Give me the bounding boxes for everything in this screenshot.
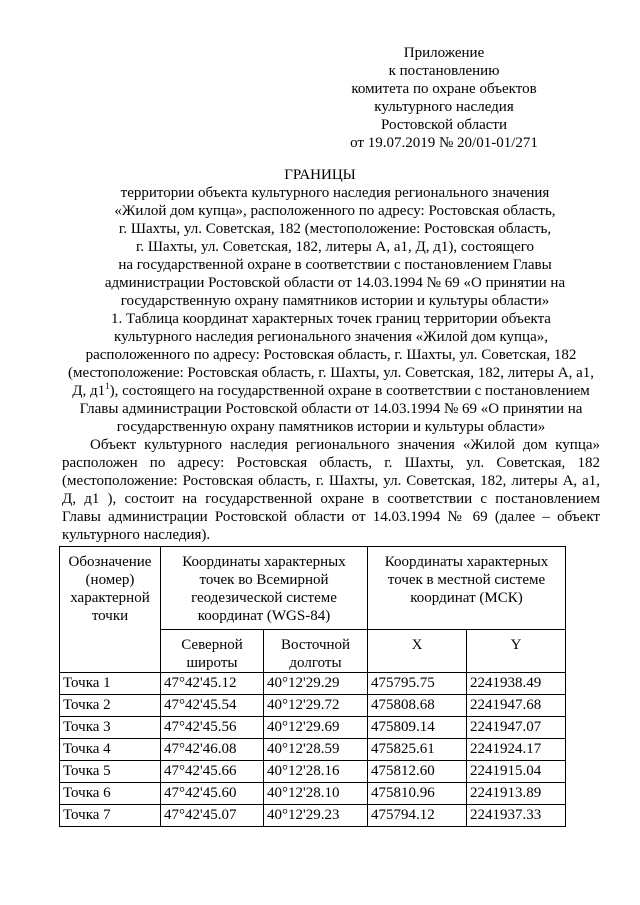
table-row <box>60 761 566 783</box>
point-x: 475812.60 <box>368 761 467 783</box>
point-y: 2241947.68 <box>467 695 566 717</box>
table-row <box>60 717 566 739</box>
caption-line: (местоположение: Ростовская область, г. Шахты, ул. Советская, 182, литеры А, а1, <box>67 365 595 381</box>
point-y: 2241913.89 <box>467 783 566 805</box>
point-longitude: 40°12'28.10 <box>264 783 368 805</box>
subtitle-line: государственную охрану памятников истории и культуры области» <box>120 293 550 309</box>
point-x: 475808.68 <box>368 695 467 717</box>
point-name: Точка 4 <box>60 739 161 761</box>
point-latitude: 47°42'46.08 <box>161 739 264 761</box>
point-name: Точка 6 <box>60 783 161 805</box>
document-title: ГРАНИЦЫ <box>284 167 356 183</box>
point-y: 2241947.07 <box>467 717 566 739</box>
document-subtitle <box>70 184 600 310</box>
point-longitude: 40°12'29.29 <box>264 673 368 695</box>
point-name: Точка 7 <box>60 805 161 827</box>
caption-line: культурного наследия регионального значения «Жилой дом купца», <box>114 329 548 345</box>
caption-line: Главы администрации Ростовской области от 14.03.1994 № 69 «О принятии на <box>79 401 583 417</box>
table-row <box>60 739 566 761</box>
point-longitude: 40°12'29.72 <box>264 695 368 717</box>
point-longitude: 40°12'29.23 <box>264 805 368 827</box>
point-name: Точка 1 <box>60 673 161 695</box>
header-x: X <box>368 630 467 673</box>
table-row <box>60 783 566 805</box>
appendix-line: Приложение <box>403 45 485 61</box>
caption-text: Д, д1 <box>72 383 106 399</box>
table-row <box>60 805 566 827</box>
appendix-line: к постановлению <box>388 63 500 79</box>
table-row <box>60 673 566 695</box>
subtitle-line: администрации Ростовской области от 14.03.1994 № 69 «О принятии на <box>104 275 566 291</box>
header-longitude: Восточной долготы <box>264 630 368 673</box>
subtitle-line: территории объекта культурного наследия регионального значения <box>120 185 550 201</box>
appendix-line: от 19.07.2019 № 20/01-01/271 <box>350 135 538 151</box>
appendix-line: комитета по охране объектов <box>351 81 537 97</box>
point-y: 2241937.33 <box>467 805 566 827</box>
point-x: 475809.14 <box>368 717 467 739</box>
coordinates-table <box>59 546 566 827</box>
header-wgs84: Координаты характерных точек во Всемирной геодезической системе координат (WGS-84) <box>161 547 368 630</box>
caption-line: расположенного по адресу: Ростовская область, г. Шахты, ул. Советская, 182 <box>85 347 577 363</box>
subtitle-line: г. Шахты, ул. Советская, 182 (местоположение: Ростовская область, <box>118 221 552 237</box>
appendix-header <box>314 44 574 152</box>
paragraph-line: Главы администрации Ростовской области от 14.03.1994 № 69 (далее – объект <box>62 509 600 525</box>
paragraph-line: культурного наследия). <box>62 527 211 543</box>
point-latitude: 47°42'45.66 <box>161 761 264 783</box>
point-latitude: 47°42'45.12 <box>161 673 264 695</box>
header-msk: Координаты характерных точек в местной системе координат (МСК) <box>368 547 566 630</box>
point-x: 475794.12 <box>368 805 467 827</box>
caption-line: 1. Таблица координат характерных точек границ территории объекта <box>111 311 551 327</box>
footnote-mark: 1 <box>105 381 110 391</box>
header-y: Y <box>467 630 566 673</box>
table-row <box>60 695 566 717</box>
header-latitude: Северной широты <box>161 630 264 673</box>
paragraph-line: Д, д1 ), состоит на государственной охране в соответствии с постановлением <box>62 491 600 507</box>
subtitle-line: г. Шахты, ул. Советская, 182, литеры А, а1, Д, д1), состоящего <box>135 239 535 255</box>
table-caption-paragraph <box>62 310 600 436</box>
subtitle-line: «Жилой дом купца», расположенного по адресу: Ростовская область, <box>114 203 556 219</box>
paragraph-line: (местоположение: Ростовская область, г. Шахты, ул. Советская, 182, литеры А, а1, <box>62 473 600 489</box>
point-latitude: 47°42'45.56 <box>161 717 264 739</box>
point-x: 475810.96 <box>368 783 467 805</box>
point-y: 2241938.49 <box>467 673 566 695</box>
header-designation: Обозначение (номер) характерной точки <box>60 547 161 673</box>
appendix-line: культурного наследия <box>374 99 514 115</box>
point-latitude: 47°42'45.07 <box>161 805 264 827</box>
point-latitude: 47°42'45.60 <box>161 783 264 805</box>
point-longitude: 40°12'28.59 <box>264 739 368 761</box>
paragraph-line: расположен по адресу: Ростовская область, г. Шахты, ул. Советская, 182 <box>62 455 600 471</box>
point-y: 2241924.17 <box>467 739 566 761</box>
point-name: Точка 5 <box>60 761 161 783</box>
paragraph-line: Объект культурного наследия регионального значения «Жилой дом купца» <box>90 437 600 453</box>
point-longitude: 40°12'29.69 <box>264 717 368 739</box>
caption-line <box>62 382 600 400</box>
point-longitude: 40°12'28.16 <box>264 761 368 783</box>
subtitle-line: на государственной охране в соответствии с постановлением Главы <box>118 257 552 273</box>
point-name: Точка 2 <box>60 695 161 717</box>
point-latitude: 47°42'45.54 <box>161 695 264 717</box>
point-x: 475825.61 <box>368 739 467 761</box>
caption-line: государственную охрану памятников истории и культуры области» <box>116 419 546 435</box>
appendix-line: Ростовской области <box>381 117 507 133</box>
point-x: 475795.75 <box>368 673 467 695</box>
caption-text: ), состоящего на государственной охране в соответствии с постановлением <box>109 383 590 399</box>
point-y: 2241915.04 <box>467 761 566 783</box>
object-description-paragraph <box>62 436 600 544</box>
point-name: Точка 3 <box>60 717 161 739</box>
